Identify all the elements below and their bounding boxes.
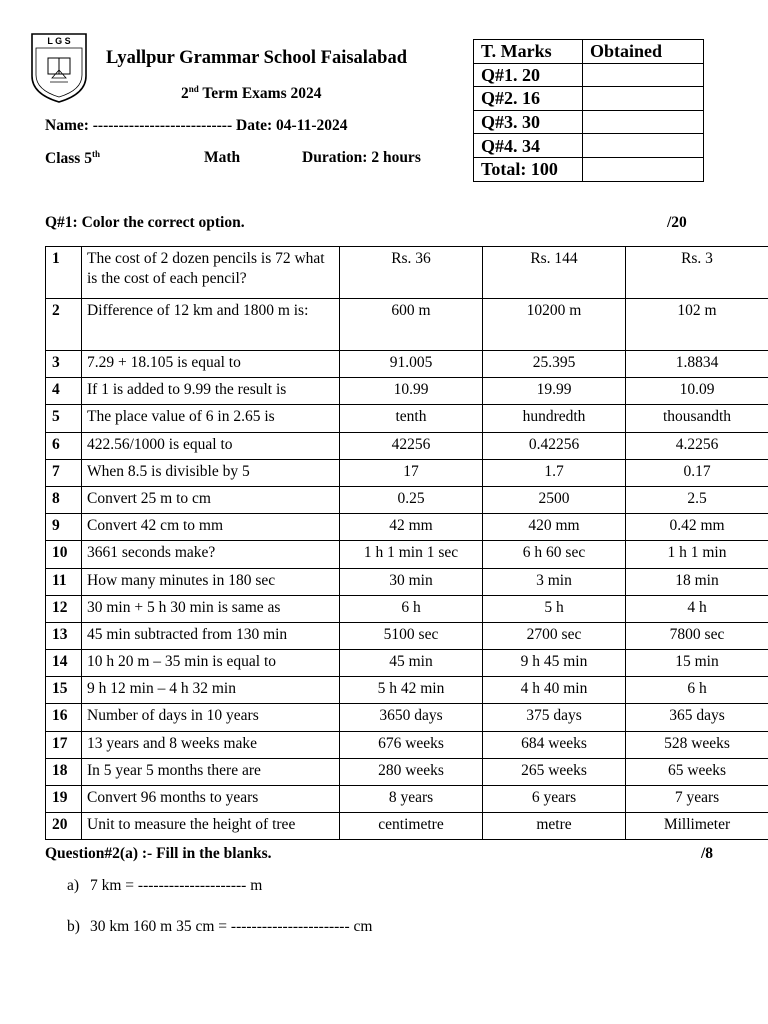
mcq-option-a[interactable]: 17 bbox=[340, 459, 483, 486]
mcq-row bbox=[46, 432, 768, 459]
question-2-title: Question#2(a) :- Fill in the blanks. bbox=[45, 845, 272, 862]
mcq-option-b[interactable]: 3 min bbox=[483, 568, 626, 595]
mcq-question: 7.29 + 18.105 is equal to bbox=[82, 351, 340, 378]
school-name: Lyallpur Grammar School Faisalabad bbox=[106, 48, 408, 68]
mcq-option-a[interactable]: centimetre bbox=[340, 813, 483, 840]
mcq-option-a[interactable]: 6 h bbox=[340, 595, 483, 622]
mcq-option-b[interactable]: 9 h 45 min bbox=[483, 650, 626, 677]
mcq-option-a[interactable]: 91.005 bbox=[340, 351, 483, 378]
mcq-row bbox=[46, 622, 768, 649]
mcq-number: 6 bbox=[46, 432, 82, 459]
mcq-option-a[interactable]: 280 weeks bbox=[340, 758, 483, 785]
mcq-number: 13 bbox=[46, 622, 82, 649]
fill-blank-text: 30 km 160 m 35 cm = ----------------------- cm bbox=[90, 918, 373, 935]
marks-row bbox=[474, 87, 704, 111]
mcq-option-a[interactable]: Rs. 36 bbox=[340, 247, 483, 299]
marks-label: Q#1. 20 bbox=[474, 63, 583, 87]
marks-table bbox=[473, 39, 704, 182]
mcq-option-b[interactable]: metre bbox=[483, 813, 626, 840]
marks-header-row bbox=[474, 40, 704, 64]
mcq-option-a[interactable]: tenth bbox=[340, 405, 483, 432]
mcq-number: 2 bbox=[46, 299, 82, 351]
marks-obtained-cell bbox=[583, 110, 704, 134]
mcq-option-b[interactable]: 19.99 bbox=[483, 378, 626, 405]
mcq-option-c[interactable]: 65 weeks bbox=[626, 758, 768, 785]
mcq-number: 5 bbox=[46, 405, 82, 432]
term-suffix: nd bbox=[188, 84, 199, 94]
mcq-option-a[interactable]: 5100 sec bbox=[340, 622, 483, 649]
mcq-option-c[interactable]: 7800 sec bbox=[626, 622, 768, 649]
question-1-title: Q#1: Color the correct option. bbox=[45, 214, 245, 231]
marks-label: Q#3. 30 bbox=[474, 110, 583, 134]
mcq-option-a[interactable]: 10.99 bbox=[340, 378, 483, 405]
mcq-option-a[interactable]: 8 years bbox=[340, 786, 483, 813]
fill-blank-item bbox=[67, 877, 262, 895]
mcq-number: 1 bbox=[46, 247, 82, 299]
mcq-row bbox=[46, 731, 768, 758]
mcq-option-c[interactable]: Millimeter bbox=[626, 813, 768, 840]
term-rest: Term Exams 2024 bbox=[198, 85, 322, 103]
mcq-option-b[interactable]: 25.395 bbox=[483, 351, 626, 378]
school-logo-icon bbox=[30, 32, 88, 104]
mcq-option-a[interactable]: 42 mm bbox=[340, 514, 483, 541]
mcq-number: 10 bbox=[46, 541, 82, 568]
mcq-row bbox=[46, 405, 768, 432]
mcq-number: 7 bbox=[46, 459, 82, 486]
marks-obtained-cell bbox=[583, 63, 704, 87]
marks-row bbox=[474, 134, 704, 158]
mcq-option-c[interactable]: 1.8834 bbox=[626, 351, 768, 378]
mcq-option-b[interactable]: 420 mm bbox=[483, 514, 626, 541]
fill-blank-label: a) bbox=[67, 877, 80, 894]
mcq-option-a[interactable]: 42256 bbox=[340, 432, 483, 459]
mcq-option-a[interactable]: 45 min bbox=[340, 650, 483, 677]
marks-obtained-cell bbox=[583, 134, 704, 158]
class-base: Class 5 bbox=[45, 150, 92, 168]
marks-row bbox=[474, 157, 704, 181]
mcq-option-b[interactable]: 6 h 60 sec bbox=[483, 541, 626, 568]
mcq-question: How many minutes in 180 sec bbox=[82, 568, 340, 595]
mcq-number: 9 bbox=[46, 514, 82, 541]
mcq-option-c[interactable]: 365 days bbox=[626, 704, 768, 731]
mcq-option-b[interactable]: 0.42256 bbox=[483, 432, 626, 459]
mcq-question: The cost of 2 dozen pencils is 72 what is the cost of each pencil? bbox=[82, 247, 340, 299]
mcq-question: Convert 25 m to cm bbox=[82, 486, 340, 513]
mcq-option-b[interactable]: 375 days bbox=[483, 704, 626, 731]
class-label bbox=[45, 149, 100, 168]
class-suffix: th bbox=[91, 149, 100, 159]
mcq-question: In 5 year 5 months there are bbox=[82, 758, 340, 785]
marks-row bbox=[474, 110, 704, 134]
mcq-question: 45 min subtracted from 130 min bbox=[82, 622, 340, 649]
subject-label: Math bbox=[204, 149, 241, 166]
mcq-option-c[interactable]: 4.2256 bbox=[626, 432, 768, 459]
marks-row bbox=[474, 63, 704, 87]
mcq-row bbox=[46, 378, 768, 405]
question-1-marks: /20 bbox=[667, 214, 687, 231]
mcq-option-b[interactable]: Rs. 144 bbox=[483, 247, 626, 299]
mcq-option-c[interactable]: 528 weeks bbox=[626, 731, 768, 758]
mcq-question: Convert 42 cm to mm bbox=[82, 514, 340, 541]
name-date-line: Name: --------------------------- Date: 04-11-2024 bbox=[45, 117, 348, 134]
mcq-option-b[interactable]: 6 years bbox=[483, 786, 626, 813]
question-2-marks: /8 bbox=[701, 845, 714, 862]
mcq-question: If 1 is added to 9.99 the result is bbox=[82, 378, 340, 405]
mcq-question: 30 min + 5 h 30 min is same as bbox=[82, 595, 340, 622]
mcq-option-b[interactable]: 10200 m bbox=[483, 299, 626, 351]
mcq-number: 11 bbox=[46, 568, 82, 595]
mcq-option-a[interactable]: 0.25 bbox=[340, 486, 483, 513]
mcq-option-a[interactable]: 676 weeks bbox=[340, 731, 483, 758]
marks-obtained-cell bbox=[583, 87, 704, 111]
mcq-option-a[interactable]: 30 min bbox=[340, 568, 483, 595]
mcq-question: When 8.5 is divisible by 5 bbox=[82, 459, 340, 486]
mcq-question: 13 years and 8 weeks make bbox=[82, 731, 340, 758]
mcq-option-c[interactable]: 0.42 mm bbox=[626, 514, 768, 541]
exam-term bbox=[181, 84, 321, 103]
mcq-number: 12 bbox=[46, 595, 82, 622]
mcq-option-c[interactable]: 15 min bbox=[626, 650, 768, 677]
mcq-row bbox=[46, 677, 768, 704]
marks-label: Q#2. 16 bbox=[474, 87, 583, 111]
mcq-option-c[interactable]: 2.5 bbox=[626, 486, 768, 513]
mcq-row bbox=[46, 486, 768, 513]
mcq-option-a[interactable]: 3650 days bbox=[340, 704, 483, 731]
fill-blank-text: 7 km = --------------------- m bbox=[90, 877, 263, 894]
fill-blank-label: b) bbox=[67, 918, 80, 935]
mcq-number: 8 bbox=[46, 486, 82, 513]
mcq-question: The place value of 6 in 2.65 is bbox=[82, 405, 340, 432]
term-ordinal: 2 bbox=[181, 85, 189, 103]
mcq-option-b[interactable]: 2700 sec bbox=[483, 622, 626, 649]
mcq-row bbox=[46, 247, 768, 299]
fill-blank-item bbox=[67, 918, 372, 936]
mcq-question: 9 h 12 min – 4 h 32 min bbox=[82, 677, 340, 704]
marks-label: Q#4. 34 bbox=[474, 134, 583, 158]
mcq-number: 17 bbox=[46, 731, 82, 758]
marks-obtained-cell bbox=[583, 157, 704, 181]
mcq-option-c[interactable]: 18 min bbox=[626, 568, 768, 595]
mcq-row bbox=[46, 813, 768, 840]
mcq-question: Unit to measure the height of tree bbox=[82, 813, 340, 840]
mcq-row bbox=[46, 650, 768, 677]
mcq-option-c[interactable]: 7 years bbox=[626, 786, 768, 813]
mcq-row bbox=[46, 704, 768, 731]
mcq-row bbox=[46, 299, 768, 351]
mcq-number: 19 bbox=[46, 786, 82, 813]
mcq-option-c[interactable]: thousandth bbox=[626, 405, 768, 432]
mcq-number: 18 bbox=[46, 758, 82, 785]
mcq-question: 422.56/1000 is equal to bbox=[82, 432, 340, 459]
mcq-option-b[interactable]: 684 weeks bbox=[483, 731, 626, 758]
mcq-option-c[interactable]: 10.09 bbox=[626, 378, 768, 405]
mcq-number: 15 bbox=[46, 677, 82, 704]
marks-header-obtained: Obtained bbox=[583, 40, 704, 64]
mcq-number: 4 bbox=[46, 378, 82, 405]
mcq-number: 3 bbox=[46, 351, 82, 378]
mcq-option-c[interactable]: 4 h bbox=[626, 595, 768, 622]
mcq-option-b[interactable]: 1.7 bbox=[483, 459, 626, 486]
mcq-row bbox=[46, 786, 768, 813]
mcq-row bbox=[46, 541, 768, 568]
mcq-option-c[interactable]: 6 h bbox=[626, 677, 768, 704]
mcq-option-a[interactable]: 600 m bbox=[340, 299, 483, 351]
mcq-option-a[interactable]: 1 h 1 min 1 sec bbox=[340, 541, 483, 568]
mcq-row bbox=[46, 351, 768, 378]
mcq-number: 16 bbox=[46, 704, 82, 731]
mcq-option-b[interactable]: 5 h bbox=[483, 595, 626, 622]
mcq-question: Difference of 12 km and 1800 m is: bbox=[82, 299, 340, 351]
mcq-option-c[interactable]: 0.17 bbox=[626, 459, 768, 486]
mcq-table bbox=[45, 246, 768, 840]
duration-label: Duration: 2 hours bbox=[302, 149, 421, 166]
logo-text: L G S bbox=[47, 36, 71, 46]
mcq-row bbox=[46, 758, 768, 785]
marks-header-total: T. Marks bbox=[474, 40, 583, 64]
mcq-number: 20 bbox=[46, 813, 82, 840]
mcq-question: Number of days in 10 years bbox=[82, 704, 340, 731]
mcq-question: Convert 96 months to years bbox=[82, 786, 340, 813]
mcq-row bbox=[46, 514, 768, 541]
mcq-option-b[interactable]: 4 h 40 min bbox=[483, 677, 626, 704]
mcq-option-c[interactable]: Rs. 3 bbox=[626, 247, 768, 299]
mcq-option-a[interactable]: 5 h 42 min bbox=[340, 677, 483, 704]
mcq-row bbox=[46, 595, 768, 622]
marks-total-label: Total: 100 bbox=[474, 157, 583, 181]
mcq-row bbox=[46, 459, 768, 486]
mcq-option-c[interactable]: 1 h 1 min bbox=[626, 541, 768, 568]
mcq-number: 14 bbox=[46, 650, 82, 677]
mcq-option-b[interactable]: 2500 bbox=[483, 486, 626, 513]
mcq-question: 10 h 20 m – 35 min is equal to bbox=[82, 650, 340, 677]
mcq-question: 3661 seconds make? bbox=[82, 541, 340, 568]
mcq-option-b[interactable]: 265 weeks bbox=[483, 758, 626, 785]
mcq-row bbox=[46, 568, 768, 595]
mcq-option-c[interactable]: 102 m bbox=[626, 299, 768, 351]
mcq-option-b[interactable]: hundredth bbox=[483, 405, 626, 432]
